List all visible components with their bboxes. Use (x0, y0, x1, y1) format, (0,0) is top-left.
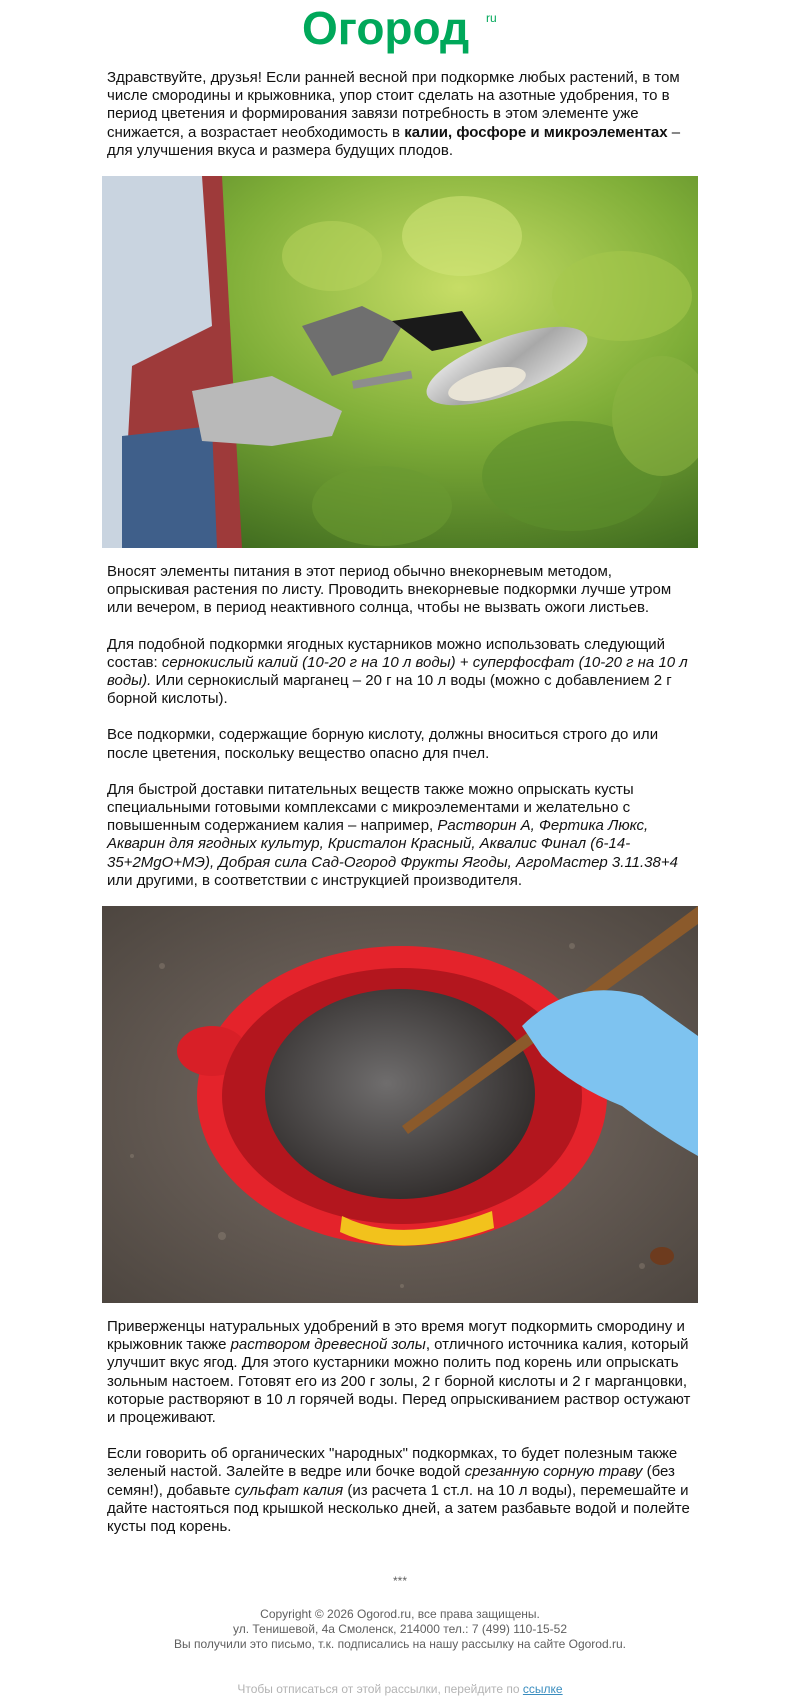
unsubscribe-line (0, 1682, 800, 1696)
email-content (102, 69, 698, 1536)
intro-paragraph: Здравствуйте, друзья! Если ранней весной при подкормке любых растений, в том числе смородины и крыжовника, упор стоит сделать на азотные удобрения, то в период цветения и формирования завязи потребность в этом элементе уже снижается, а возрастает необходимость в калии, фосфоре и микроэлементах – для улучшения вкуса и размера будущих плодов. (107, 69, 681, 159)
intro-bold-nutrients: калии, фосфоре и микроэлементах (404, 123, 668, 141)
paragraph-boric-warning: Все подкормки, содержащие борную кислоту, должны вноситься строго до или после цветения, поскольку вещество опасно для пчел. (107, 726, 659, 762)
ogorod-logo[interactable] (302, 6, 512, 54)
intro-text (102, 69, 698, 160)
paragraph-complexes: Для быстрой доставки питательных веществ также можно опрыскать кусты специальными готовыми комплексами с микроэлементами и желательно с повышенным содержанием калия – например, Растворин А, Фертика Люкс, Акварин для ягодных культур, Кристалон Красный, Аквалис Финал (6-14-35+2MgO+МЭ), Добрая сила Сад-Огород Фрукты Ягоды, АгроМастер 3.11.38+4 или другими, в соответствии с инструкцией производителя. (107, 780, 678, 889)
footer-copyright: Copyright © 2026 Ogorod.ru, все права защищены. (260, 1607, 540, 1622)
email-footer (0, 1574, 800, 1652)
photo-red-bucket (102, 906, 698, 1303)
unsubscribe-link[interactable]: ссылке (522, 1682, 563, 1697)
footer-address: ул. Тенишевой, 4а Смоленск, 214000 тел.: 7 (499) 110-15-52 (232, 1622, 568, 1637)
paragraph-wood-ash: Приверженцы натуральных удобрений в это время могут подкормить смородину и крыжовник также раствором древесной золы, отличного источника калия, который улучшит вкус ягод. Для этого кустарники можно полить под корень или опрыскать зольным настоем. Готовят его из 200 г золы, 2 г борной кислоты и 2 г марганцовки, которые растворяют в 10 л горячей воды. Перед опрыскиванием раствор остужают и процеживают. (107, 1318, 691, 1427)
section-natural-fertilizers (102, 1318, 698, 1536)
photo-gloved-hands-scoop (102, 176, 698, 548)
section-foliar-feeding (102, 563, 698, 890)
photo-fertilizer-scoop-image (102, 176, 698, 548)
svg-text:Огород: Огород (302, 6, 470, 54)
paragraph-foliar-method: Вносят элементы питания в этот период обычно внекорневым методом, опрыскивая растения по листу. Проводить внекорневые подкормки лучше утром или вечером, в период неактивного солнца, чтобы не вызвать ожоги листьев. (107, 563, 672, 617)
email-header (0, 0, 800, 62)
paragraph-green-infusion: Если говорить об органических "народных" подкормках, то будет полезным также зеленый настой. Залейте в ведре или бочке водой срезанную сорную траву (без семян!), добавьте сульфат калия (из расчета 1 ст.л. на 10 л воды), перемешайте и дайте настояться под крышкой несколько дней, а затем разбавьте водой и полейте кусты под корень. (107, 1445, 690, 1536)
unsubscribe-text: Чтобы отписаться от этой рассылки, перейдите по (237, 1682, 523, 1697)
paragraph-composition: Для подобной подкормки ягодных кустарников можно использовать следующий состав: сернокислый калий (10-20 г на 10 л воды) + суперфосфат (10-20 г на 10 л воды). Или сернокислый марганец – 20 г на 10 л воды (можно с добавлением 2 г борной кислоты). (107, 635, 688, 708)
footer-subscription-reason: Вы получили это письмо, т.к. подписались на нашу рассылку на сайте Ogorod.ru. (174, 1637, 626, 1652)
footer-separator: *** (392, 1574, 407, 1589)
photo-bucket-image (102, 906, 698, 1303)
svg-text:ru: ru (486, 11, 497, 25)
